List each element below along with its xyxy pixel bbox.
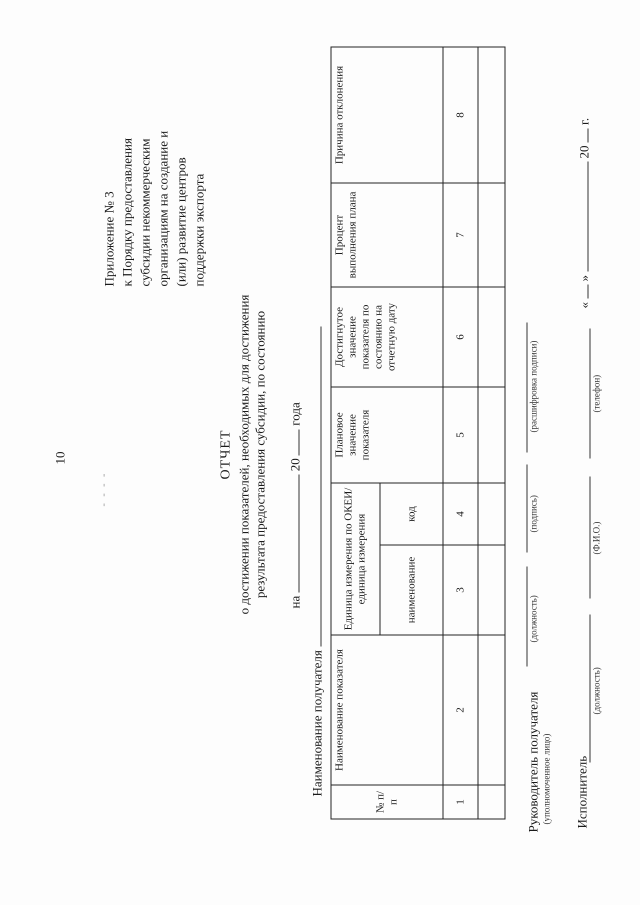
header-unit-code: код	[380, 483, 443, 545]
date-open-quote: «	[576, 302, 592, 309]
exec-position-caption: (должность)	[591, 667, 602, 715]
appendix-line: субсидии некоммерческим	[137, 138, 153, 287]
recipient-label: Наименование получателя	[309, 650, 325, 797]
recipient-blank	[309, 327, 322, 647]
date-year: 20	[576, 145, 592, 159]
recipient-field	[309, 327, 326, 797]
table-cell	[478, 287, 505, 387]
appendix-line: (или) развитие центров	[173, 157, 189, 287]
day-blank	[577, 285, 589, 299]
executor-label: Исполнитель	[574, 755, 590, 829]
col-number-cell: 1	[443, 785, 478, 819]
year-blank	[577, 128, 589, 142]
table-cell	[478, 785, 505, 819]
phone-caption: (телефон)	[591, 374, 602, 413]
col-number-cell: 4	[443, 483, 478, 545]
table-cell	[478, 47, 505, 183]
page-number: 10	[52, 451, 68, 465]
col-number-cell: 8	[443, 47, 478, 183]
month-blank	[577, 162, 589, 272]
signature-line	[526, 465, 528, 553]
table-cell	[478, 183, 505, 287]
col-number-cell: 2	[443, 635, 478, 785]
date-blank	[287, 475, 300, 593]
appendix-line: организациям на создание и	[155, 130, 171, 287]
table-row	[478, 47, 505, 819]
table-cell	[478, 545, 505, 635]
signature-date	[577, 118, 593, 309]
position-line	[526, 567, 528, 667]
col-number-cell: 6	[443, 287, 478, 387]
table-cell	[478, 387, 505, 483]
table-header-row	[331, 47, 380, 819]
exec-position-line	[589, 615, 591, 763]
table-cell	[478, 483, 505, 545]
header-unit-group: Единица измерения по ОКЕИ/единица измерения	[331, 483, 380, 635]
report-subtitle	[237, 175, 269, 735]
year-prefix: 20	[287, 458, 303, 472]
appendix-note	[101, 27, 209, 287]
col-number-cell: 5	[443, 387, 478, 483]
table-row	[443, 47, 478, 819]
head-label: Руководитель получателя	[525, 691, 541, 833]
signature-caption: (подпись)	[528, 495, 539, 533]
appendix-line: Приложение № 3	[101, 191, 117, 287]
position-caption: (должность)	[528, 595, 539, 643]
fio-line	[589, 477, 591, 599]
report-title: ОТЧЕТ	[218, 429, 234, 480]
appendix-line: поддержки экспорта	[191, 173, 207, 287]
header-plan: Плановое значение показателя	[331, 387, 443, 483]
header-unit-name: наименование	[380, 545, 443, 635]
header-num: № п/п	[331, 785, 443, 819]
header-reason: Причина отклонения	[331, 47, 443, 183]
header-percent: Процент выполнения плана	[331, 183, 443, 287]
rotated-content	[1, 0, 640, 905]
decode-line	[526, 323, 528, 453]
report-date-line	[287, 402, 304, 608]
fio-caption: (Ф.И.О.)	[591, 521, 602, 555]
table-cell	[478, 635, 505, 785]
decode-caption: (расшифровка подписи)	[528, 340, 539, 433]
phone-line	[589, 329, 591, 459]
indicators-table	[331, 46, 506, 819]
subtitle-line: о достижении показателей, необходимых для достижения	[236, 294, 252, 615]
head-sublabel: (уполномоченное лицо)	[541, 733, 552, 825]
header-indicator-name: Наименование показателя	[331, 635, 443, 785]
date-g: г.	[576, 117, 592, 125]
year-word: года	[287, 402, 303, 426]
date-close-quote: »	[576, 275, 592, 282]
dash-mark: - - - -	[98, 471, 110, 507]
col-number-cell: 3	[443, 545, 478, 635]
subtitle-line: результата предоставления субсидии, по состоянию	[252, 310, 268, 599]
header-achieved: Достигнутое значение показателя по состоянию на отчетную дату	[331, 287, 443, 387]
year-blank	[287, 429, 300, 455]
col-number-cell: 7	[443, 183, 478, 287]
appendix-line: к Порядку предоставления	[119, 138, 135, 287]
na-label: на	[287, 595, 303, 609]
